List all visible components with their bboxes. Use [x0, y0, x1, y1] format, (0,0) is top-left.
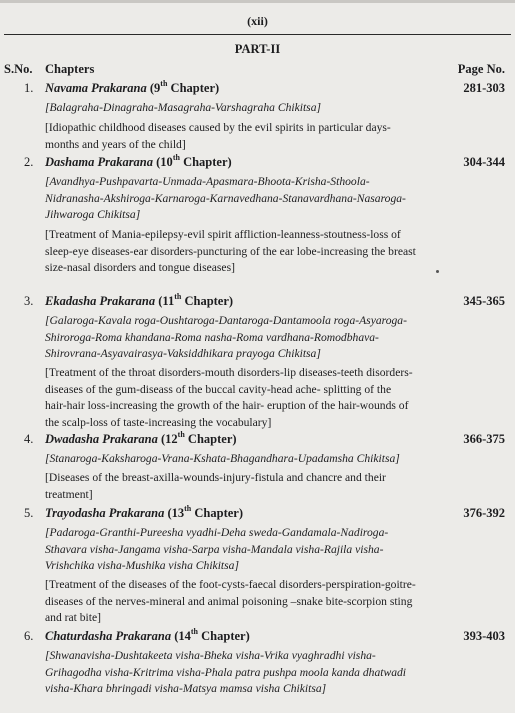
english-topics: [Diseases of the breast-axilla-wounds-injury-fistula and chancre and their treatment] [45, 471, 386, 501]
chapter-name: Navama Prakarana [45, 81, 147, 95]
part-title: PART-II [234, 42, 281, 56]
chapter-title: Dashama Prakarana (10th Chapter) [45, 153, 232, 169]
entry-number: 4. [24, 432, 34, 446]
page-range: 366-375 [463, 432, 505, 446]
chapter-name: Dashama Prakarana [45, 155, 154, 169]
entry-number: 5. [24, 506, 34, 520]
chapter-title: Dwadasha Prakarana (12th Chapter) [45, 430, 237, 446]
entry-number: 1. [24, 81, 34, 95]
header-rule [4, 34, 511, 35]
page-range: 376-392 [463, 506, 505, 520]
page-no-header: Page No. [457, 62, 505, 76]
chapter-name: Ekadasha Prakarana [45, 294, 156, 308]
chapter-title: Trayodasha Prakarana (13th Chapter) [45, 504, 243, 520]
entry-number: 3. [24, 294, 34, 308]
english-topics: [Treatment of Mania-epilepsy-evil spirit affliction-leanness-stoutness-loss of sleep-eye diseases-ear disorders-puncturing of the ear lobe-increasing the breast size-nasal disorders and tongue diseases] [45, 228, 416, 275]
english-topics: [Treatment of the diseases of the foot-cysts-faecal disorders-perspiration-goitre- diseases of the nerves-mineral and animal poisoning –snake bite-scorpion sting and rat bite] [45, 578, 416, 625]
sanskrit-topics: [Balagraha-Dinagraha-Masagraha-Varshagraha Chikitsa] [45, 101, 322, 114]
sno-header: S.No. [4, 62, 33, 76]
chapter-name: Dwadasha Prakarana [45, 432, 158, 446]
english-topics: [Treatment of the throat disorders-mouth disorders-lip diseases-teeth disorders- diseases of the gum-diseass of the buccal cavity-head ache- splitting of the hair-hair loss-increasing the growth of the hair- eruption of the hair-wounds of the scalp-loss of taste-increasing the vocabulary] [45, 366, 413, 430]
sanskrit-topics: [Stanaroga-Kaksharoga-Vrana-Kshata-Bhagandhara-Upadamsha Chikitsa] [45, 452, 400, 465]
print-speck [436, 270, 439, 273]
page-range: 393-403 [463, 629, 505, 643]
entry-number: 2. [24, 155, 34, 169]
sanskrit-topics: [Padaroga-Granthi-Pureesha vyadhi-Deha sweda-Gandamala-Nadiroga- Sthavara visha-Jangama visha-Sarpa visha-Mandala visha-Rajila visha- Vrishchika visha-Mushika visha Chikitsa] [45, 526, 389, 573]
page-range: 304-344 [463, 155, 505, 169]
chapter-title: Chaturdasha Prakarana (14th Chapter) [45, 627, 250, 643]
english-topics: [Idiopathic childhood diseases caused by the evil spirits in particular days- months and years of the child] [45, 121, 391, 151]
sanskrit-topics: [Galaroga-Kavala roga-Oushtaroga-Dantaroga-Dantamoola roga-Asyaroga- Shiroroga-Roma khandana-Roma nasha-Roma vardhana-Romodbhava- Shirovrana-Asyavairasya-Vaksiddhikara prayoga Chikitsa] [45, 314, 407, 361]
chapters-header: Chapters [45, 62, 95, 76]
page-range: 345-365 [463, 294, 505, 308]
page-top-edge [0, 0, 515, 3]
chapter-title: Navama Prakarana (9th Chapter) [45, 79, 220, 95]
page-number: (xii) [247, 14, 268, 28]
page-range: 281-303 [463, 81, 505, 95]
chapter-name: Chaturdasha Prakarana [45, 629, 172, 643]
entry-number: 6. [24, 629, 34, 643]
sanskrit-topics: [Avandhya-Pushpavarta-Unmada-Apasmara-Bhoota-Krisha-Sthoola- Nidranasha-Akshiroga-Karnaroga-Karnavedhana-Stanavardhana-Nasaroga- Jihwaroga Chikitsa] [45, 175, 406, 222]
chapter-title: Ekadasha Prakarana (11th Chapter) [45, 292, 234, 308]
sanskrit-topics: [Shwanavisha-Dushtakeeta visha-Bheka visha-Vrika vyaghradhi visha- Grihagodha visha-Kritrima visha-Phala patra pushpa moola kanda dhatwadi visha-Khara bhringadi visha-Matsya mamsa visha Chikitsa] [45, 649, 407, 696]
chapter-name: Trayodasha Prakarana [45, 506, 165, 520]
